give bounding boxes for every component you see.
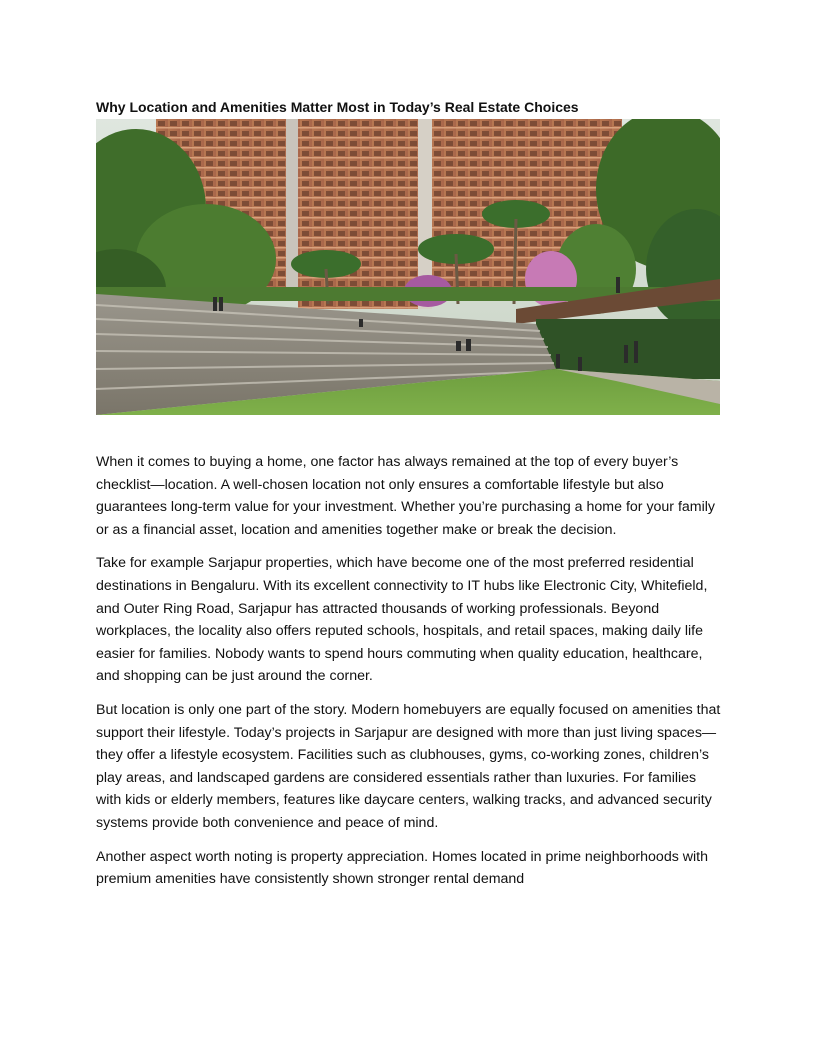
paragraph: When it comes to buying a home, one factor has always remained at the top of every buyer’s checklist—location. A well-chosen location not only ensures a comfortable lifestyle but also guarantees long-term value for your investment. Whether you’re purchasing a home for your family or as a financial asset, location and amenities together make or break the decision. <box>96 454 716 538</box>
article-title: Why Location and Amenities Matter Most in Today’s Real Estate Choices <box>96 99 579 115</box>
paragraph: Take for example Sarjapur properties, which have become one of the most preferred residential destinations in Bengaluru. With its excellent connectivity to IT hubs like Electronic City, Whitefield, and Outer Ring Road, Sarjapur has attracted thousands of working professionals. Beyond workplaces, the locality also offers reputed schools, hospitals, and retail spaces, making daily life easier for families. Nobody wants to spend hours commuting when quality education, healthcare, and shopping can be just around the corner. <box>96 555 708 685</box>
hero-image <box>96 119 720 415</box>
paragraph: Another aspect worth noting is property appreciation. Homes located in prime neighborhoods with premium amenities have consistently shown stronger rental demand <box>96 848 708 888</box>
article-body <box>96 451 722 902</box>
paragraph: But location is only one part of the story. Modern homebuyers are equally focused on amenities that support their lifestyle. Today’s projects in Sarjapur are designed with more than just living spaces—they offer a lifestyle ecosystem. Facilities such as clubhouses, gyms, co-working zones, children’s play areas, and landscaped gardens are considered essentials rather than luxuries. For families with kids or elderly members, features like daycare centers, walking tracks, and advanced security systems provide both convenience and peace of mind. <box>96 701 721 831</box>
